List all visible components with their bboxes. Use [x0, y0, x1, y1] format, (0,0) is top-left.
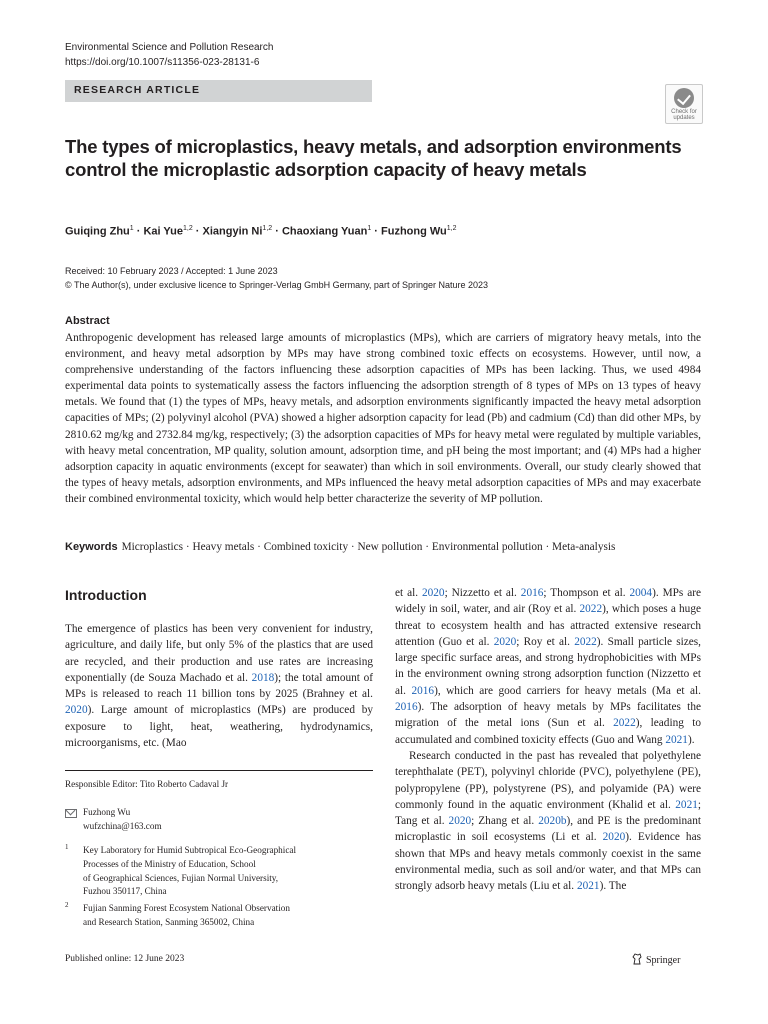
keywords-text: Microplastics · Heavy metals · Combined toxicity · New pollution · Environmental pollution · Meta-analysis — [121, 541, 616, 553]
introduction-right-column — [395, 585, 701, 895]
abstract-heading: Abstract — [65, 315, 110, 327]
author-separator: · — [133, 225, 144, 238]
author-affiliation-marker: 1,2 — [446, 225, 457, 232]
author-separator: · — [371, 225, 381, 238]
author-affiliation-marker: 1 — [129, 225, 134, 232]
article-title: The types of microplastics, heavy metals, and adsorption environments control the microplastic adsorption capacity of heavy metals — [65, 136, 682, 180]
published-date: Published online: 12 June 2023 — [65, 954, 185, 964]
author-separator: · — [272, 225, 282, 238]
citation-link[interactable]: 2022 — [574, 635, 597, 648]
author-name[interactable]: Kai Yue — [143, 225, 183, 238]
check-for-updates-badge[interactable] — [665, 84, 703, 124]
contact-email[interactable]: wufzchina@163.com — [83, 821, 162, 831]
author-name[interactable]: Fuzhong Wu — [381, 225, 447, 238]
citation-link[interactable]: 2020b — [538, 815, 567, 828]
author-name[interactable]: Xiangyin Ni — [202, 225, 263, 238]
author-list — [65, 225, 457, 238]
copyright-notice: © The Author(s), under exclusive licence to Springer-Verlag GmbH Germany, part of Springer Nature 2023 — [65, 280, 488, 290]
contact-name: Fuzhong Wu — [83, 807, 131, 817]
envelope-icon — [65, 809, 77, 818]
doi-link[interactable]: https://doi.org/10.1007/s11356-023-28131-6 — [65, 57, 260, 68]
check-updates-line2: updates — [673, 115, 695, 121]
affiliation-1-text — [83, 844, 383, 899]
aff1-line: Fuzhou 350117, China — [83, 886, 167, 897]
check-updates-icon — [674, 88, 694, 108]
author-affiliation-marker: 1,2 — [183, 225, 193, 232]
citation-link[interactable]: 2020 — [493, 635, 517, 648]
author-affiliation-marker: 1,2 — [262, 225, 273, 232]
citation-link[interactable]: 2022 — [613, 717, 636, 730]
citation-link[interactable]: 2016 — [520, 587, 544, 599]
aff2-line: Fujian Sanming Forest Ecosystem National Observation — [83, 903, 290, 913]
affiliation-2-text — [83, 902, 383, 930]
author-affiliation-marker: 1 — [367, 225, 372, 232]
citation-link[interactable]: 2004 — [629, 587, 653, 599]
journal-header — [65, 40, 273, 70]
journal-name: Environmental Science and Pollution Research — [65, 42, 274, 53]
aff1-line: Key Laboratory for Humid Subtropical Eco-Geographical — [83, 845, 297, 855]
springer-logo — [632, 953, 680, 966]
citation-link[interactable]: 2020 — [65, 704, 88, 717]
citation-link[interactable]: 2021 — [576, 880, 600, 893]
keywords-label: Keywords — [65, 541, 118, 553]
aff1-line: Processes of the Ministry of Education, School — [83, 858, 256, 869]
springer-label: Springer — [646, 955, 681, 966]
responsible-editor: Responsible Editor: Tito Roberto Cadaval Jr — [65, 779, 229, 789]
affiliation-2-number: 2 — [65, 901, 69, 909]
check-updates-line1: Check for — [671, 109, 697, 115]
intro-paragraph-continued: et al. 2020; Nizzetto et al. 2016; Thompson et al. 2004). MPs are widely in soil, water, and air (Roy et al. 2022), which poses a huge threat to ecosystem health and has attracted extensive research attention (Guo et al. 2020; Roy et al. 2022). Small particle sizes, large specific surface areas, and strong hydrophobicities with MPs in the environment owning strong adsorption function (Nizzetto et al. 2016), which are good carriers for heavy metals (Ma et al. 2016). The adsorption of heavy metals by MPs facilitates the migration of the metal ions (Sun et al. 2022), leading to accumulated and combined toxicity effects (Guo and Wang 2021). — [395, 587, 702, 746]
introduction-heading: Introduction — [65, 587, 147, 603]
citation-link[interactable]: 2020 — [448, 815, 472, 828]
citation-link[interactable]: 2020 — [421, 587, 445, 599]
keywords — [65, 541, 705, 553]
citation-link[interactable]: 2018 — [251, 671, 275, 684]
intro-paragraph-2: Research conducted in the past has revealed that polyethylene terephthalate (PET), polyvinyl chloride (PVC), polyethylene (PE), polypropylene (PP), polystyrene (PS), and polyamide (PA) were commonly found in the aquatic environment (Khalid et al. 2021; Tang et al. 2020; Zhang et al. 2020b), and PE is the predominant microplastic in soil ecosystems (Li et al. 2020). Evidence has shown that MPs and heavy metals commonly coexist in the same environmental media, such as soil and/or water, and that MPs can strongly adsorb heavy metals (Liu et al. 2021). The — [395, 749, 701, 893]
aff1-line: of Geographical Sciences, Fujian Normal University, — [83, 872, 279, 883]
author-name[interactable]: Guiqing Zhu — [65, 225, 130, 238]
received-accepted-dates: Received: 10 February 2023 / Accepted: 1 June 2023 — [65, 266, 278, 276]
author-separator: · — [192, 225, 203, 238]
author-name[interactable]: Chaoxiang Yuan — [281, 225, 368, 238]
citation-link[interactable]: 2021 — [665, 733, 688, 746]
article-dates — [65, 264, 488, 292]
aff2-line: and Research Station, Sanming 365002, China — [83, 916, 255, 927]
affiliation-1-number: 1 — [65, 843, 69, 851]
introduction-left-column: The emergence of plastics has been very convenient for industry, agriculture, and daily life, but only 5% of the plastics that are used are recycled, and their production and use rates are increasing exponentially (de Souza Machado et al. 2018); the total amount of MPs is released to reach 11 billion tons by 2025 (Brahney et al. 2020). Large amount of microplastics (MPs) are produced by exposure to light, heat, weathering, hydrodynamics, microorganisms, etc. (Mao — [65, 623, 373, 750]
springer-horse-icon — [632, 953, 642, 965]
article-type-label: RESEARCH ARTICLE — [74, 84, 201, 96]
citation-link[interactable]: 2022 — [579, 603, 603, 616]
footnote-divider — [65, 770, 373, 771]
abstract-text: Anthropogenic development has released large amounts of microplastics (MPs), which are carriers of migratory heavy metals, into the environment, and heavy metal adsorption by MPs may have strong combined toxic effects on ecosystems. However, until now, a comprehensive understanding of the factors influencing these adsorption capacities of MPs has been lacking. Thus, we used 4984 experimental data points to systematically assess the factors influencing the adsorption strength of 8 types of MPs on 13 types of heavy metals. We found that (1) the types of MPs, heavy metals, and adsorption environments significantly impacted the heavy metal adsorption capacities of MPs; (2) polyvinyl alcohol (PVA) showed a higher adsorption capacity for lead (Pb) and cadmium (Cd) than did other MPs, by 2810.62 mg/kg and 2732.84 mg/kg, respectively; (3) the adsorption capacities of MPs for heavy metal were regulated by multiple variables, with heavy metal concentration, MP quality, solution amount, adsorption time, and pH being the most important; and (4) MPs had a higher adsorption capacity in aquatic environments (except for seawater) than which in soil environments. Overall, our study clearly showed that the types of heavy metals, adsorption environments, and MPs influenced the heavy metal adsorption capacities of MPs and may exacerbate their combined environmental toxicity, which would help better characterize the severity of MP pollution. — [65, 332, 701, 505]
citation-link[interactable]: 2016 — [395, 701, 418, 714]
corresponding-author — [83, 805, 162, 833]
citation-link[interactable]: 2021 — [675, 798, 698, 811]
citation-link[interactable]: 2016 — [411, 684, 435, 697]
article-type-banner — [65, 80, 372, 102]
citation-link[interactable]: 2020 — [602, 831, 626, 844]
